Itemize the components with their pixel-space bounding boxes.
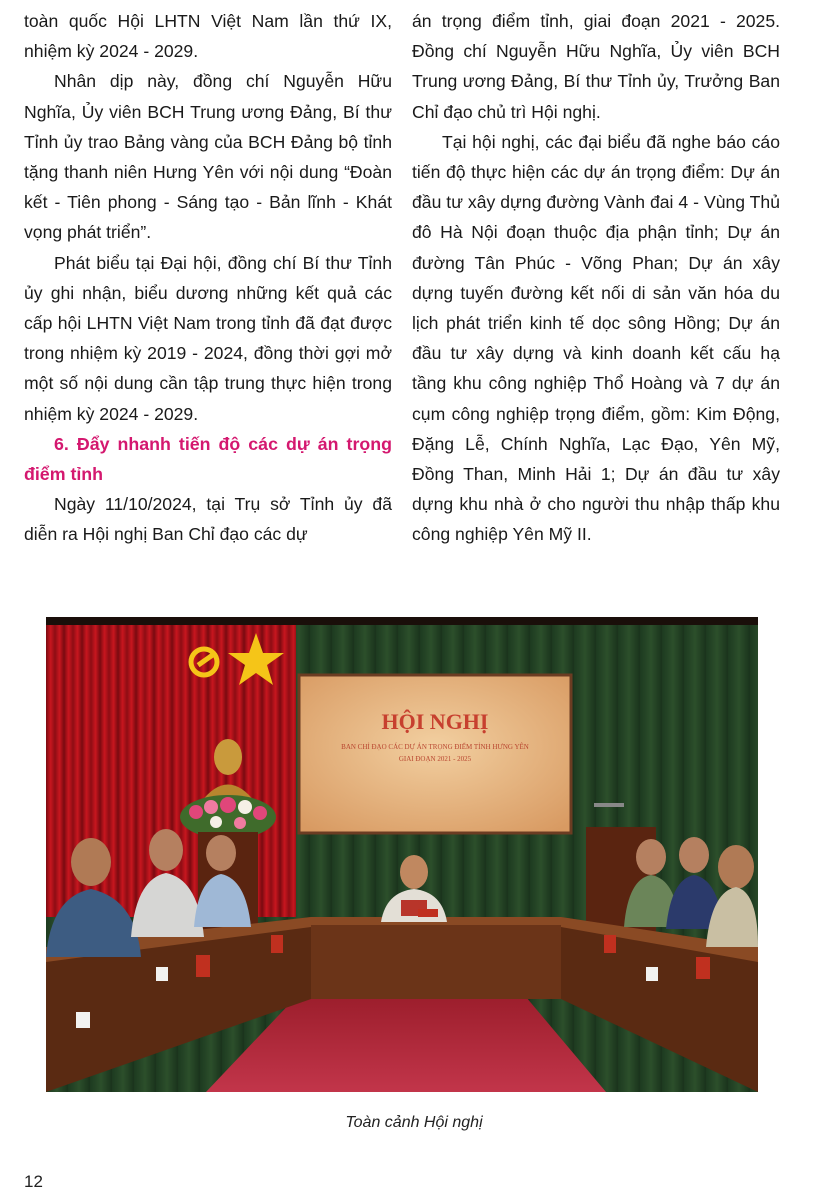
paragraph: Nhân dịp này, đồng chí Nguyễn Hữu Nghĩa, Ủy viên BCH Trung ương Đảng, Bí thư Tỉnh ủy trao Bảng vàng của BCH Đảng bộ tỉnh tặng thanh niên Hưng Yên với nội dung “Đoàn kết - Tiên phong - Sáng tạo - Bản lĩnh - Khát vọng phát triển”. [24,71,392,243]
screen-period: GIAI ĐOẠN 2021 - 2025 [398,755,472,763]
screen-subtitle: BAN CHỈ ĐẠO CÁC DỰ ÁN TRỌNG ĐIỂM TỈNH HƯNG YÊN [341,743,529,751]
right-column [412,6,780,550]
conference-photo [46,617,758,1092]
screen-title: HỘI NGHỊ [381,709,489,734]
section-heading: 6. Đẩy nhanh tiến độ các dự án trọng điểm tỉnh [24,433,392,485]
photo-caption: Toàn cảnh Hội nghị [345,1114,483,1131]
paragraph: án trọng điểm tỉnh, giai đoạn 2021 - 2025. Đồng chí Nguyễn Hữu Nghĩa, Ủy viên BCH Trung ương Đảng, Bí thư Tỉnh ủy, Trưởng Ban Chỉ đạo chủ trì Hội nghị. [412,11,780,122]
paragraph: toàn quốc Hội LHTN Việt Nam lần thứ IX, nhiệm kỳ 2024 - 2029. [24,11,392,62]
projection-screen [299,675,571,833]
paragraph: Ngày 11/10/2024, tại Trụ sở Tỉnh ủy đã diễn ra Hội nghị Ban Chỉ đạo các dự [24,494,392,545]
paragraph: Phát biểu tại Đại hội, đồng chí Bí thư Tỉnh ủy ghi nhận, biểu dương những kết quả các cấp hội LHTN Việt Nam trong tỉnh đã đạt được trong nhiệm kỳ 2019 - 2024, đồng thời gợi mở một số nội dung cần tập trung thực hiện trong nhiệm kỳ 2024 - 2029. [24,252,392,424]
paragraph: Tại hội nghị, các đại biểu đã nghe báo cáo tiến độ thực hiện các dự án trọng điểm: Dự án đầu tư xây dựng đường Vành đai 4 - Vùng Thủ đô Hà Nội đoạn thuộc địa phận tỉnh; Dự án đường Tân Phúc - Võng Phan; Dự án xây dựng tuyến đường kết nối di sản văn hóa du lịch phát triển kinh tế dọc sông Hồng; Dự án đầu tư xây dựng và kinh doanh kết cấu hạ tầng khu công nghiệp Thổ Hoàng và 7 dự án cụm công nghiệp trọng điểm, gồm: Kim Động, Đặng Lễ, Chính Nghĩa, Lạc Đạo, Yên Mỹ, Đồng Than, Minh Hải 1; Dự án đầu tư xây dựng khu nhà ở cho người thu nhập thấp khu công nghiệp Yên Mỹ II. [412,131,780,545]
page-number: 12 [24,1172,43,1191]
left-column [24,6,392,550]
